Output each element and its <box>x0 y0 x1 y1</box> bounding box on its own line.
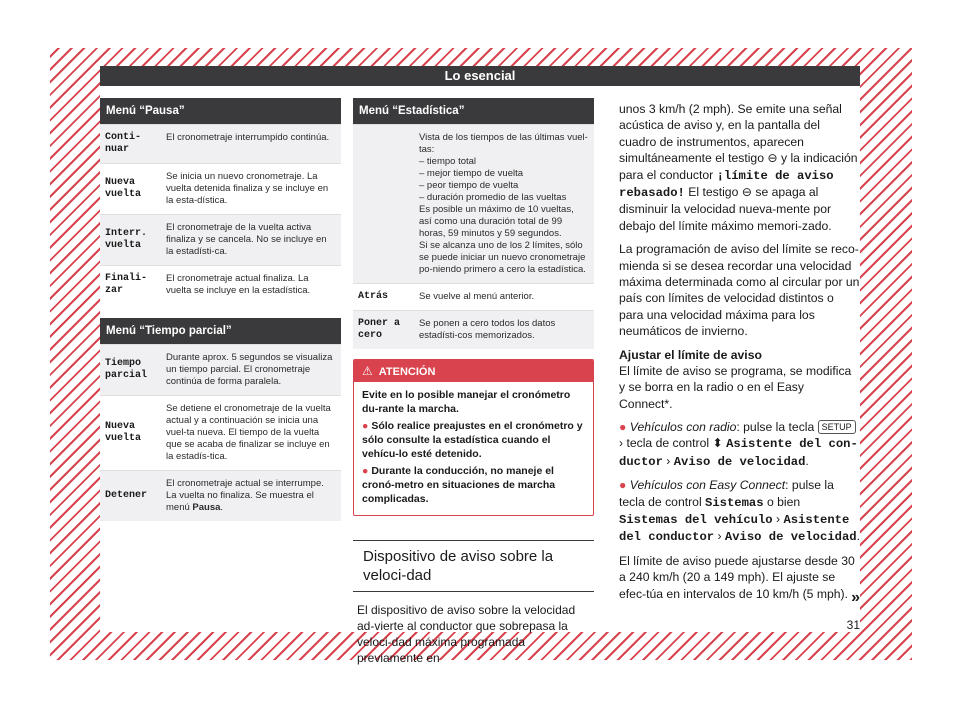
chapter-header: Lo esencial <box>100 66 860 86</box>
row-text: El cronometraje interrumpido continúa. <box>166 132 330 143</box>
continue-marker-icon: » <box>851 588 860 606</box>
column-left <box>100 98 341 521</box>
table-row <box>100 214 341 265</box>
warning-box <box>353 359 594 516</box>
section-title: Dispositivo de aviso sobre la veloci-dad <box>353 540 594 592</box>
row-key: Detener <box>105 490 148 501</box>
manual-page <box>100 66 860 665</box>
row-key <box>353 125 413 283</box>
speed-warning-lamp-icon: ⊖ <box>741 185 752 200</box>
bullet-icon: ● <box>362 465 369 477</box>
row-text: Vista de los tiempos de las últimas vuel-tas: – tiempo total – mejor tiempo de vuelta – peor tiempo de vuelta – duración promedio de las vueltas Es posible un máximo de 10 vueltas, así como una duración total de 99 horas, 59 minutos y 59 segundos. Si se alcanza uno de los 2 límites, sólo se puede iniciar un nuevo cronometraje po-niendo primero a cero la estadística. <box>419 132 588 275</box>
bullet-icon: ● <box>619 478 627 493</box>
table-estadistica <box>353 98 594 349</box>
table-row <box>353 283 594 310</box>
warning-bullet: ● Sólo realice preajustes en el cronómetro y sólo consulte la estadística cuando el vehícu-lo esté detenido. <box>362 420 583 460</box>
column-right <box>619 101 860 609</box>
row-key: Finali- zar <box>105 273 148 296</box>
row-text: Se ponen a cero todos los datos estadísti-cos memorizados. <box>419 318 556 341</box>
row-key: Poner a cero <box>358 318 401 341</box>
table-estadistica-title: Menú “Estadística” <box>353 98 594 124</box>
table-parcial-title: Menú “Tiempo parcial” <box>100 318 341 344</box>
warning-header: ⚠ ATENCIÓN <box>354 360 593 382</box>
row-text: El cronometraje actual finaliza. La vuelta se incluye en la estadística. <box>166 273 311 296</box>
table-row <box>100 395 341 470</box>
table-row <box>100 124 341 163</box>
row-key: Conti- nuar <box>105 132 142 155</box>
table-row <box>353 310 594 349</box>
row-key: Nueva vuelta <box>105 421 142 444</box>
row-text: Se detiene el cronometraje de la vuelta actual y a continuación se inicia una vuel-ta nueva. El tiempo de la vuelta que se acaba de finalizar se incluye en la estadís-tica. <box>166 403 331 462</box>
section-intro: El dispositivo de aviso sobre la velocidad ad-vierte al conductor que sobrepasa la veloci-dad máxima programada previamente en <box>357 603 576 665</box>
bullet-easy-connect: ● Vehículos con Easy Connect: pulse la tecla de control Sistemas o bien Sistemas del vehículo › Asistente del conductor › Aviso de velocidad. <box>619 478 860 545</box>
row-key: Interr. vuelta <box>105 228 148 251</box>
warning-intro: Evite en lo posible manejar el cronómetro du-rante la marcha. <box>362 389 571 415</box>
warning-bullet: ● Durante la conducción, no maneje el cronó-metro en situaciones de marcha complicadas. <box>362 465 556 505</box>
warning-body <box>354 382 593 515</box>
bullet-radio: ● Vehículos con radio: pulse la tecla SETUP › tecla de control ⬍ Asistente del con-ductor › Aviso de velocidad. <box>619 419 858 469</box>
column-middle <box>353 98 594 666</box>
paragraph-recommendation: La programación de aviso del límite se reco-mienda si se desea recordar una velocidad máxima determinada como al circular por un país con límites de velocidad distintos o para una velocidad máxima para los neumáticos de invierno. <box>619 242 860 339</box>
pausa-ref: Pausa <box>192 502 221 513</box>
page-number: 31 <box>846 618 860 632</box>
table-pausa-title: Menú “Pausa” <box>100 98 341 124</box>
bullet-icon: ● <box>619 419 627 434</box>
row-text: El cronometraje de la vuelta activa finaliza y se cancela. No se incluye en la estadísti-ca. <box>166 222 327 257</box>
bullet-icon: ● <box>362 420 369 432</box>
row-text: Se inicia un nuevo cronometraje. La vuelta detenida finaliza y se incluye en la esta-dística. <box>166 171 329 206</box>
subheading-ajustar: Ajustar el límite de aviso <box>619 347 762 362</box>
table-row <box>100 470 341 521</box>
table-row <box>100 265 341 304</box>
paragraph-programacion: El límite de aviso se programa, se modifica y se borra en la radio o en el Easy Connect*. <box>619 363 852 411</box>
warning-triangle-icon: ⚠ <box>362 364 373 378</box>
table-tiempo-parcial <box>100 318 341 521</box>
speed-warning-lamp-icon: ⊖ <box>767 151 778 166</box>
paragraph-warning-signal: unos 3 km/h (2 mph). Se emite una señal acústica de aviso y, en la pantalla del cuadro de instrumentos, aparecen simultáneamente el testigo ⊖ y la indicación para el conductor ¡límite de aviso rebasado! El testigo ⊖ se apaga al disminuir la velocidad nueva-mente por debajo del límite máximo memori-zado. <box>619 102 858 233</box>
table-row <box>100 344 341 395</box>
row-key: Nueva vuelta <box>105 177 142 200</box>
paragraph-range: El límite de aviso puede ajustarse desde 30 a 240 km/h (20 a 149 mph). El ajuste se efec-túa en intervalos de 10 km/h (5 mph). » <box>619 553 860 606</box>
table-row <box>353 124 594 283</box>
row-text: El cronometraje actual se interrumpe. La vuelta no finaliza. Se muestra el menú Pausa. <box>166 478 324 513</box>
row-key: Tiempo parcial <box>105 358 148 381</box>
table-pausa <box>100 98 341 304</box>
table-row <box>100 163 341 214</box>
up-down-arrows-icon: ⬍ <box>712 436 723 451</box>
row-text: Se vuelve al menú anterior. <box>419 291 535 302</box>
setup-key: SETUP <box>818 420 856 434</box>
row-key: Atrás <box>358 291 389 302</box>
row-text: Durante aprox. 5 segundos se visualiza un tiempo parcial. El cronometraje continúa de forma paralela. <box>166 352 333 387</box>
